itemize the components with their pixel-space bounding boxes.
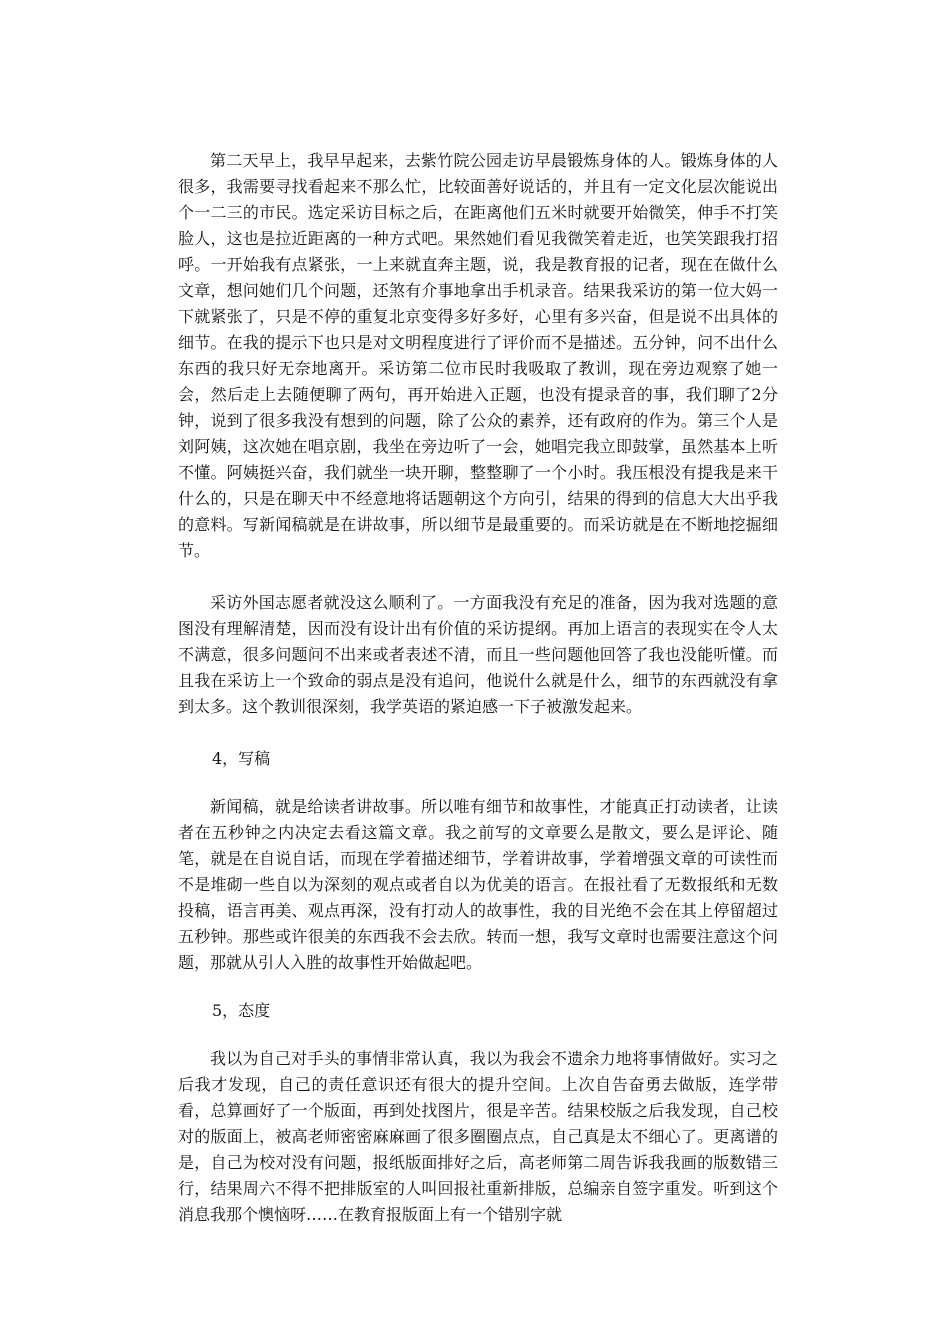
body-paragraph: 新闻稿，就是给读者讲故事。所以唯有细节和故事性，才能真正打动读者，让读者在五秒钟之内决定去看这篇文章。我之前写的文章要么是散文，要么是评论、随笔，就是在自说自话，而现在学着描述细节，学着讲故事，学着增强文章的可读性而不是堆砌一些自以为深刻的观点或者自以为优美的语言。在报社看了无数报纸和无数投稿，语言再美、观点再深，没有打动人的故事性，我的目光绝不会在其上停留超过五秒钟。那些或许很美的东西我不会去欣。转而一想，我写文章时也需要注意这个问题，那就从引人入胜的故事性开始做起吧。 — [178, 797, 778, 972]
paragraph-spacer — [178, 976, 778, 998]
paragraph-spacer — [178, 1024, 778, 1046]
body-paragraph: 第二天早上，我早早起来，去紫竹院公园走访早晨锻炼身体的人。锻炼身体的人很多，我需要寻找看起来不那么忙，比较面善好说话的，并且有一定文化层次能说出个一二三的市民。选定采访目标之后，在距离他们五米时就要开始微笑，伸手不打笑脸人，这也是拉近距离的一种方式吧。果然她们看见我微笑着走近，也笑笑跟我打招呼。一开始我有点紧张，一上来就直奔主题，说，我是教育报的记者，现在在做什么文章，想问她们几个问题，还煞有介事地拿出手机录音。结果我采访的第一位大妈一下就紧张了，只是不停的重复北京变得多好多好，心里有多兴奋，但是说不出具体的细节。在我的提示下也只是对文明程度进行了评价而不是描述。五分钟，问不出什么东西的我只好无奈地离开。采访第二位市民时我吸取了教训，现在旁边观察了她一会，然后走上去随便聊了两句，再开始进入正题，也没有提录音的事，我们聊了2分钟，说到了很多我没有想到的问题，除了公众的素养，还有政府的作为。第三个人是刘阿姨，这次她在唱京剧，我坐在旁边听了一会，她唱完我立即鼓掌，虽然基本上听不懂。阿姨挺兴奋，我们就坐一块开聊，整整聊了一个小时。我压根没有提我是来干什么的，只是在聊天中不经意地将话题朝这个方向引，结果的得到的信息大大出乎我的意料。写新闻稿就是在讲故事，所以细节是最重要的。而采访就是在不断地挖掘细节。 — [178, 151, 778, 560]
document-page — [178, 148, 778, 1228]
paragraph-spacer — [178, 772, 778, 794]
body-paragraph: 采访外国志愿者就没这么顺利了。一方面我没有充足的准备，因为我对选题的意图没有理解清楚，因而没有设计出有价值的采访提纲。再加上语言的表现实在令人太不满意，很多问题问不出来或者表述不清，而且一些问题他回答了我也没能听懂。而且我在采访上一个致命的弱点是没有追问，他说什么就是什么，细节的东西就没有拿到太多。这个教训很深刻，我学英语的紧迫感一下子被激发起来。 — [178, 593, 778, 716]
body-paragraph: 我以为自己对手头的事情非常认真，我以为我会不遗余力地将事情做好。实习之后我才发现，自己的责任意识还有很大的提升空间。上次自告奋勇去做版，连学带看，总算画好了一个版面，再到处找图片，很是辛苦。结果校版之后我发现，自己校对的版面上，被高老师密密麻麻画了很多圈圈点点，自己真是太不细心了。更离谱的是，自己为校对没有问题，报纸版面排好之后，高老师第二周告诉我我画的版数错三行，结果周六不得不把排版室的人叫回报社重新排版，总编亲自签字重发。听到这个消息我那个懊恼呀……在教育报版面上有一个错别字就 — [178, 1049, 778, 1224]
paragraph-spacer — [178, 720, 778, 746]
paragraph-spacer — [178, 564, 778, 590]
section-heading: 5，态度 — [212, 1001, 271, 1020]
section-heading: 4，写稿 — [212, 749, 271, 768]
